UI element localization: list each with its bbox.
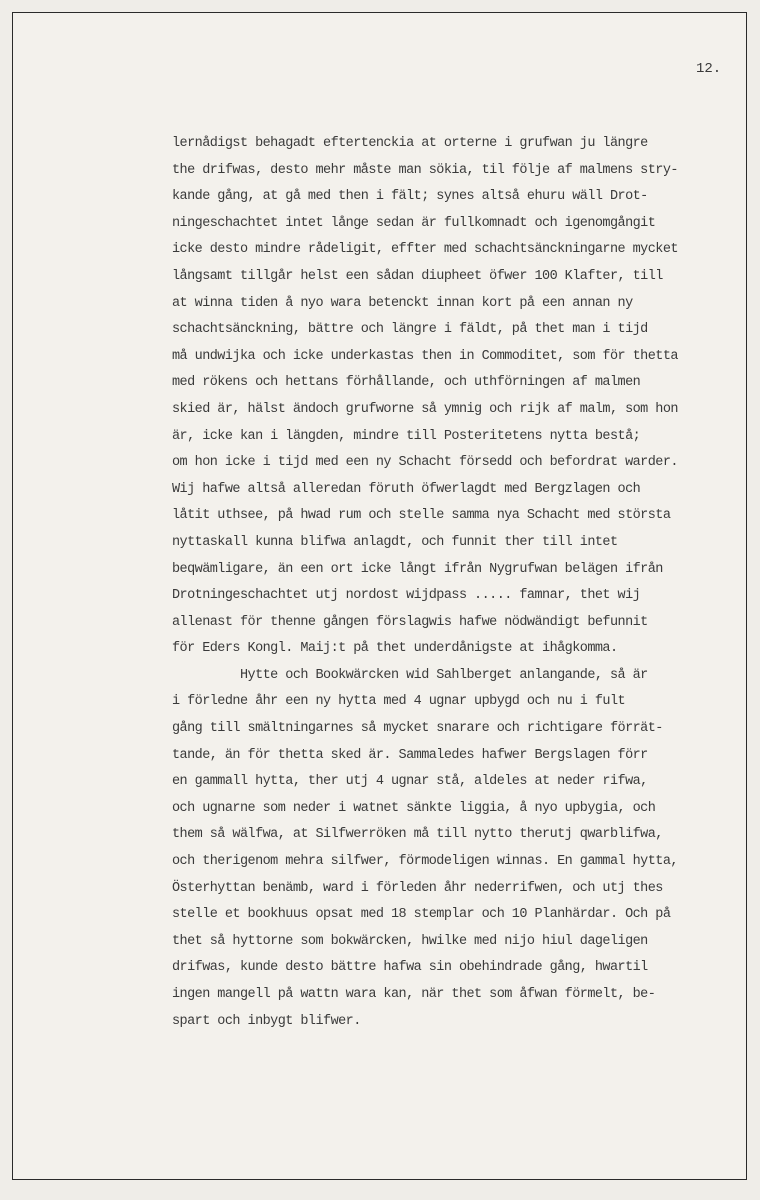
text-line: gång till smältningarnes så mycket snarare och richtigare förrät-	[172, 721, 663, 737]
text-line: at winna tiden å nyo wara betenckt innan kort på een annan ny	[172, 295, 633, 311]
text-line: om hon icke i tijd med een ny Schacht försedd och befordrat warder.	[172, 455, 678, 471]
text-line: Wij hafwe altså alleredan föruth öfwerlagdt med Bergzlagen och	[172, 481, 641, 497]
text-line: allenast för thenne gången förslagwis hafwe nödwändigt befunnit	[172, 614, 648, 630]
text-line: en gammall hytta, ther utj 4 ugnar stå, aldeles at neder rifwa,	[172, 774, 648, 790]
body-text	[172, 131, 678, 1035]
text-line: i förledne åhr een ny hytta med 4 ugnar upbygd och nu i fult	[172, 694, 626, 710]
text-line: lernådigst behagadt eftertenckia at orterne i grufwan ju längre	[172, 136, 648, 151]
text-line: långsamt tillgår helst een sådan diupheet öfwer 100 Klafter, till	[172, 268, 663, 284]
text-line: må undwijka och icke underkastas then in Commoditet, som för thetta	[172, 348, 678, 364]
text-line: är, icke kan i längden, mindre till Posteritetens nytta bestå;	[172, 428, 641, 444]
text-line: tande, än för thetta sked är. Sammaledes hafwer Bergslagen förr	[172, 747, 648, 763]
text-line: beqwämligare, än een ort icke långt ifrån Nygrufwan belägen ifrån	[172, 561, 663, 577]
text-line: icke desto mindre rådeligit, effter med schachtsänckningarne mycket	[172, 242, 678, 258]
text-line: kande gång, at gå med then i fält; synes altså ehuru wäll Drot-	[172, 189, 648, 205]
page-number: 12.	[696, 61, 722, 77]
text-line: Hytte och Bookwärcken wid Sahlberget anlangande, så är	[172, 667, 648, 683]
text-line: ningeschachtet intet långe sedan är fullkomnadt och igenomgångit	[172, 215, 656, 231]
text-line: för Eders Kongl. Maij:t på thet underdånigste at ihågkomma.	[172, 641, 618, 657]
text-line: nyttaskall kunna blifwa anlagdt, och funnit ther till intet	[172, 534, 618, 550]
text-line: the drifwas, desto mehr måste man sökia, til följe af malmens stry-	[172, 162, 678, 178]
text-line: ingen mangell på wattn wara kan, när thet som åfwan förmelt, be-	[172, 987, 656, 1002]
text-line: schachtsänckning, bättre och längre i fäldt, på thet man i tijd	[172, 322, 648, 338]
text-line: drifwas, kunde desto bättre hafwa sin obehindrade gång, hwartil	[172, 960, 648, 976]
text-line: thet så hyttorne som bokwärcken, hwilke med nijo hiul dageligen	[172, 933, 648, 949]
text-line: stelle et bookhuus opsat med 18 stemplar och 10 Planhärdar. Och på	[172, 907, 671, 923]
text-line: them så wälfwa, at Silfwerröken må till nytto therutj qwarblifwa,	[172, 827, 663, 843]
text-line: låtit uthsee, på hwad rum och stelle samma nya Schacht med största	[172, 508, 671, 524]
text-line: Österhyttan benämb, ward i förleden åhr nederrifwen, och utj thes	[172, 880, 663, 896]
text-line: Drotningeschachtet utj nordost wijdpass ..... famnar, thet wij	[172, 588, 641, 604]
text-line: spart och inbygt blifwer.	[172, 1013, 361, 1029]
text-line: med rökens och hettans förhållande, och uthförningen af malmen	[172, 375, 641, 391]
text-line: och therigenom mehra silfwer, förmodeligen winnas. En gammal hytta,	[172, 854, 678, 870]
text-line: skied är, hälst ändoch grufworne så ymnig och rijk af malm, som hon	[172, 401, 678, 417]
text-line: och ugnarne som neder i watnet sänkte liggia, å nyo upbygia, och	[172, 800, 656, 816]
